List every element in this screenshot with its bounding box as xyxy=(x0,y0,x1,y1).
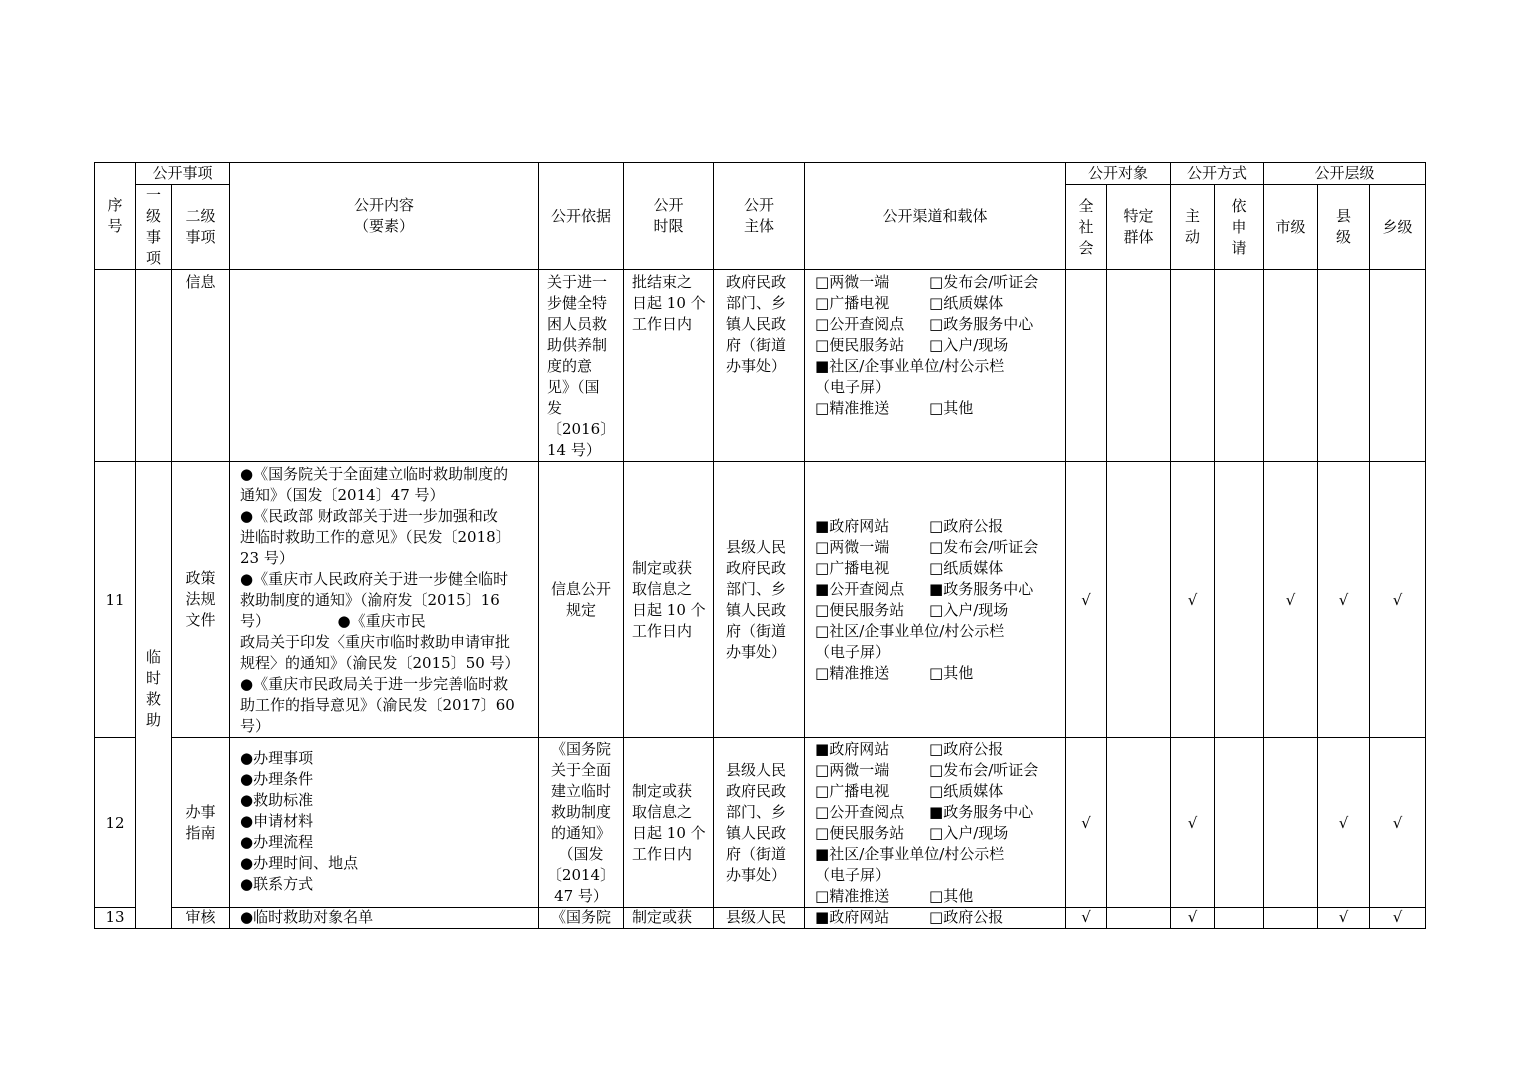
header-method-active-l2: 动 xyxy=(1185,228,1201,246)
check-specific xyxy=(1107,462,1171,738)
basis-line: 《国务院 xyxy=(551,908,612,926)
channel-option: □精准推送 xyxy=(815,663,890,682)
channel-option: □其他 xyxy=(929,663,974,682)
subject-line: 县级人民 xyxy=(726,760,787,779)
channel-option: □纸质媒体 xyxy=(929,558,1004,577)
basis-line: 助供养制 xyxy=(547,336,608,354)
level1-char: 救 xyxy=(145,690,161,708)
channel-option: □精准推送 xyxy=(815,887,890,905)
channel-line xyxy=(805,621,1065,642)
channel-option: ■政务服务中心 xyxy=(929,579,1034,598)
header-level-county-l1: 县 xyxy=(1336,207,1352,225)
cell-content xyxy=(230,462,539,738)
channel-line xyxy=(805,516,1065,537)
cell-level2 xyxy=(172,462,230,738)
subject-line: 部门、乡 xyxy=(726,294,787,312)
subject-line: 政府民政 xyxy=(726,273,787,291)
channel-line xyxy=(805,865,1065,886)
cell-time xyxy=(624,462,714,738)
header-target: 公开对象 xyxy=(1066,163,1171,185)
basis-line: （国发 xyxy=(558,845,604,863)
time-line: 工作日内 xyxy=(632,621,693,640)
content-line: ●临时救助对象名单 xyxy=(240,908,374,926)
header-level-city: 市级 xyxy=(1264,185,1318,270)
cell-seq xyxy=(95,270,136,462)
header-method-active xyxy=(1171,185,1215,270)
table-row xyxy=(95,462,1426,738)
channel-line xyxy=(805,377,1065,398)
basis-line: 发〔2016〕 xyxy=(547,399,616,438)
subject-line: 部门、乡 xyxy=(726,802,787,821)
cell-time xyxy=(624,908,714,929)
check-request xyxy=(1215,908,1264,929)
channel-line xyxy=(805,537,1065,558)
header-method-request xyxy=(1215,185,1264,270)
header-basis: 公开依据 xyxy=(539,163,624,270)
channel-line xyxy=(805,272,1065,293)
cell-subject xyxy=(714,738,805,908)
content-line: ●《国务院关于全面建立临时救助制度的 xyxy=(240,465,509,483)
channel-option: □两微一端 xyxy=(815,273,890,291)
check-specific xyxy=(1107,270,1171,462)
check-township: √ xyxy=(1370,738,1426,908)
header-level-township: 乡级 xyxy=(1370,185,1426,270)
header-level: 公开层级 xyxy=(1264,163,1426,185)
subject-line: 政府民政 xyxy=(726,558,787,577)
channel-option: （电子屏） xyxy=(815,642,891,661)
check-city xyxy=(1264,738,1318,908)
content-line: 救助制度的通知》（渝府发〔2015〕16 xyxy=(240,591,500,609)
check-active: √ xyxy=(1171,908,1215,929)
subject-line: 部门、乡 xyxy=(726,579,787,598)
basis-line: 困人员救 xyxy=(547,315,608,333)
channel-line xyxy=(805,663,1065,684)
content-line: 23 号） xyxy=(240,549,294,567)
cell-content xyxy=(230,908,539,929)
header-level1 xyxy=(136,185,172,270)
header-subject-l2: 主体 xyxy=(744,217,775,235)
basis-line: 信息公开 xyxy=(551,579,612,598)
subject-line: 府（街道 xyxy=(726,336,787,354)
channel-option: ■政府网站 xyxy=(815,740,890,758)
level2-line: 政策 xyxy=(185,569,216,587)
check-county: √ xyxy=(1318,462,1370,738)
content-line: ●办理条件 xyxy=(240,770,314,788)
cell-seq: 12 xyxy=(95,738,136,908)
header-content-l2: （要素） xyxy=(354,217,415,235)
header-channel: 公开渠道和载体 xyxy=(805,163,1066,270)
header-target-specific-l1: 特定 xyxy=(1123,207,1154,225)
cell-basis xyxy=(539,738,624,908)
channel-line xyxy=(805,781,1065,802)
channel-line xyxy=(805,642,1065,663)
header-target-specific xyxy=(1107,185,1171,270)
channel-line xyxy=(805,760,1065,781)
time-line: 制定或获 xyxy=(632,908,693,926)
check-active: √ xyxy=(1171,738,1215,908)
channel-line xyxy=(805,600,1065,621)
content-line: 助工作的指导意见》（渝民发〔2017〕60 xyxy=(240,696,515,714)
basis-line: 的通知》 xyxy=(551,824,612,842)
channel-line xyxy=(805,398,1065,419)
content-line: 进临时救助工作的意见》（民发〔2018〕 xyxy=(240,528,511,546)
cell-time xyxy=(624,738,714,908)
content-line: ●《重庆市人民政府关于进一步健全临时 xyxy=(240,570,509,588)
check-request xyxy=(1215,270,1264,462)
content-line: ●《民政部 财政部关于进一步加强和改 xyxy=(240,507,498,525)
check-specific xyxy=(1107,908,1171,929)
channel-option: □发布会/听证会 xyxy=(929,537,1039,556)
time-line: 取信息之 xyxy=(632,579,693,598)
cell-basis xyxy=(539,270,624,462)
channel-option: □公开查阅点 xyxy=(815,315,905,333)
header-content xyxy=(230,163,539,270)
subject-line: 镇人民政 xyxy=(726,315,787,333)
header-seq xyxy=(95,163,136,270)
table-row xyxy=(95,270,1426,462)
channel-option: ■政府网站 xyxy=(815,516,890,535)
cell-channels xyxy=(805,908,1066,929)
header-subject xyxy=(714,163,805,270)
check-all: √ xyxy=(1066,462,1107,738)
channel-option: □纸质媒体 xyxy=(929,294,1004,312)
time-line: 工作日内 xyxy=(632,315,693,333)
channel-line xyxy=(805,802,1065,823)
subject-line: 办事处） xyxy=(726,642,787,661)
basis-line: 47 号） xyxy=(554,887,608,905)
disclosure-table xyxy=(94,162,1426,929)
cell-seq: 13 xyxy=(95,908,136,929)
channel-line xyxy=(805,886,1065,907)
channel-option: □发布会/听证会 xyxy=(929,761,1039,779)
channel-line xyxy=(805,314,1065,335)
channel-option: □入户/现场 xyxy=(929,600,1009,619)
content-line: ●救助标准 xyxy=(240,791,314,809)
channel-option: □社区/企事业单位/村公示栏 xyxy=(815,621,1005,640)
channel-option: ■政府网站 xyxy=(815,908,890,926)
basis-line: 度的意 xyxy=(547,357,593,375)
content-line: ●办理时间、地点 xyxy=(240,854,359,872)
channel-option: □便民服务站 xyxy=(815,600,905,619)
channel-option: □两微一端 xyxy=(815,537,890,556)
header-target-all xyxy=(1066,185,1107,270)
header-public-items: 公开事项 xyxy=(136,163,230,185)
channel-option: ■社区/企事业单位/村公示栏 xyxy=(815,845,1005,863)
channel-line xyxy=(805,293,1065,314)
header-time-l1: 公开 xyxy=(653,196,684,214)
check-township: √ xyxy=(1370,908,1426,929)
channel-option: □入户/现场 xyxy=(929,824,1009,842)
basis-line: 规定 xyxy=(566,600,597,619)
content-line: ●办理流程 xyxy=(240,833,314,851)
check-active xyxy=(1171,270,1215,462)
channel-line xyxy=(805,335,1065,356)
content-line: 号） xyxy=(240,717,271,735)
level1-char: 临 xyxy=(145,648,161,666)
cell-time xyxy=(624,270,714,462)
content-line: 政局关于印发〈重庆市临时救助申请审批 xyxy=(240,633,511,651)
check-active: √ xyxy=(1171,462,1215,738)
table-row xyxy=(95,908,1426,929)
channel-option: □入户/现场 xyxy=(929,336,1009,354)
cell-level1 xyxy=(136,270,172,462)
header-time-l2: 时限 xyxy=(653,217,684,235)
header-level2-label: 二级事项 xyxy=(185,207,216,246)
check-township xyxy=(1370,270,1426,462)
content-line: 规程〉的通知》（渝民发〔2015〕50 号） xyxy=(240,654,520,672)
check-city xyxy=(1264,908,1318,929)
check-township: √ xyxy=(1370,462,1426,738)
cell-content xyxy=(230,738,539,908)
check-request xyxy=(1215,462,1264,738)
cell-channels xyxy=(805,270,1066,462)
basis-line: 步健全特 xyxy=(547,294,608,312)
basis-line: 《国务院 xyxy=(551,740,612,758)
level2-line: 办事 xyxy=(185,802,216,821)
cell-seq: 11 xyxy=(95,462,136,738)
time-line: 工作日内 xyxy=(632,844,693,863)
basis-line: 救助制度 xyxy=(551,803,612,821)
channel-option: □纸质媒体 xyxy=(929,782,1004,800)
level1-char: 助 xyxy=(145,711,161,729)
check-city xyxy=(1264,270,1318,462)
cell-level2: 信息 xyxy=(172,270,230,462)
channel-option: □便民服务站 xyxy=(815,336,905,354)
level2-line: 法规 xyxy=(185,590,216,608)
subject-line: 府（街道 xyxy=(726,844,787,863)
basis-line: 关于全面 xyxy=(551,761,612,779)
time-line: 制定或获 xyxy=(632,781,693,800)
subject-line: 府（街道 xyxy=(726,621,787,640)
cell-channels xyxy=(805,462,1066,738)
level1-char: 时 xyxy=(145,669,161,687)
check-county: √ xyxy=(1318,908,1370,929)
channel-option: □便民服务站 xyxy=(815,824,905,842)
cell-level2 xyxy=(172,738,230,908)
level2-line: 指南 xyxy=(185,823,216,842)
channel-line xyxy=(805,558,1065,579)
channel-line xyxy=(805,823,1065,844)
channel-option: □其他 xyxy=(929,399,974,417)
check-county xyxy=(1318,270,1370,462)
channel-line xyxy=(805,844,1065,865)
channel-option: □发布会/听证会 xyxy=(929,273,1039,291)
level2-line: 文件 xyxy=(185,611,216,629)
basis-line: 〔2014〕 xyxy=(546,866,616,884)
header-content-l1: 公开内容 xyxy=(354,196,415,214)
time-line: 日起 10 个 xyxy=(632,823,706,842)
time-line: 日起 10 个 xyxy=(632,600,706,619)
header-seq-label: 序号 xyxy=(107,196,123,235)
channel-option: ■公开查阅点 xyxy=(815,579,905,598)
cell-content xyxy=(230,270,539,462)
header-level-county-l2: 级 xyxy=(1336,228,1352,246)
channel-option: （电子屏） xyxy=(815,866,891,884)
cell-level2: 审核 xyxy=(172,908,230,929)
check-all: √ xyxy=(1066,738,1107,908)
check-city: √ xyxy=(1264,462,1318,738)
channel-option: □广播电视 xyxy=(815,782,890,800)
check-county: √ xyxy=(1318,738,1370,908)
channel-option: □广播电视 xyxy=(815,294,890,312)
subject-line: 镇人民政 xyxy=(726,823,787,842)
channel-option: ■政务服务中心 xyxy=(929,803,1034,821)
subject-line: 镇人民政 xyxy=(726,600,787,619)
content-line: ●申请材料 xyxy=(240,812,314,830)
header-level-county xyxy=(1318,185,1370,270)
channel-option: □政务服务中心 xyxy=(929,315,1034,333)
channel-option: □广播电视 xyxy=(815,558,890,577)
basis-line: 见》（国 xyxy=(547,378,600,396)
channel-option: □公开查阅点 xyxy=(815,803,905,821)
cell-level1 xyxy=(136,462,172,929)
header-subject-l1: 公开 xyxy=(744,196,775,214)
subject-line: 办事处） xyxy=(726,357,787,375)
channel-option: □政府公报 xyxy=(929,908,1004,926)
subject-line: 政府民政 xyxy=(726,781,787,800)
cell-subject xyxy=(714,908,805,929)
channel-option: □政府公报 xyxy=(929,516,1004,535)
subject-line: 办事处） xyxy=(726,865,787,884)
content-line: ●联系方式 xyxy=(240,875,314,893)
channel-line xyxy=(805,908,1065,926)
check-all xyxy=(1066,270,1107,462)
cell-subject xyxy=(714,462,805,738)
cell-basis xyxy=(539,908,624,929)
header-target-specific-l2: 群体 xyxy=(1123,228,1154,246)
header-level1-label: 一级事项 xyxy=(146,186,162,267)
content-line: 通知》（国发〔2014〕47 号） xyxy=(240,486,445,504)
basis-line: 建立临时 xyxy=(551,782,612,800)
time-line: 日起 10 个 xyxy=(632,294,706,312)
time-line: 取信息之 xyxy=(632,802,693,821)
channel-option: □其他 xyxy=(929,887,974,905)
basis-line: 关于进一 xyxy=(547,273,608,291)
content-line: ●《重庆市民政局关于进一步完善临时救 xyxy=(240,675,509,693)
cell-channels xyxy=(805,738,1066,908)
basis-line: 14 号） xyxy=(547,441,601,459)
channel-line xyxy=(805,579,1065,600)
subject-line: 县级人民 xyxy=(726,908,787,926)
time-line: 批结束之 xyxy=(632,273,693,291)
channel-option: □两微一端 xyxy=(815,761,890,779)
subject-line: 县级人民 xyxy=(726,537,787,556)
channel-line xyxy=(805,739,1065,760)
header-method-active-l1: 主 xyxy=(1185,207,1201,225)
channel-option: □精准推送 xyxy=(815,399,890,417)
header-target-all-label: 全社会 xyxy=(1078,196,1094,257)
check-all: √ xyxy=(1066,908,1107,929)
channel-line xyxy=(805,356,1065,377)
cell-subject xyxy=(714,270,805,462)
content-line: ●办理事项 xyxy=(240,749,314,767)
header-level2 xyxy=(172,185,230,270)
header-method: 公开方式 xyxy=(1171,163,1264,185)
header-time xyxy=(624,163,714,270)
channel-option: □政府公报 xyxy=(929,740,1004,758)
check-request xyxy=(1215,738,1264,908)
channel-option: （电子屏） xyxy=(815,378,891,396)
channel-option: ■社区/企事业单位/村公示栏 xyxy=(815,357,1005,375)
table-row xyxy=(95,738,1426,908)
check-specific xyxy=(1107,738,1171,908)
cell-basis xyxy=(539,462,624,738)
content-line: 号） ●《重庆市民 xyxy=(240,612,426,630)
header-method-request-label: 依申请 xyxy=(1231,196,1247,257)
time-line: 制定或获 xyxy=(632,558,693,577)
